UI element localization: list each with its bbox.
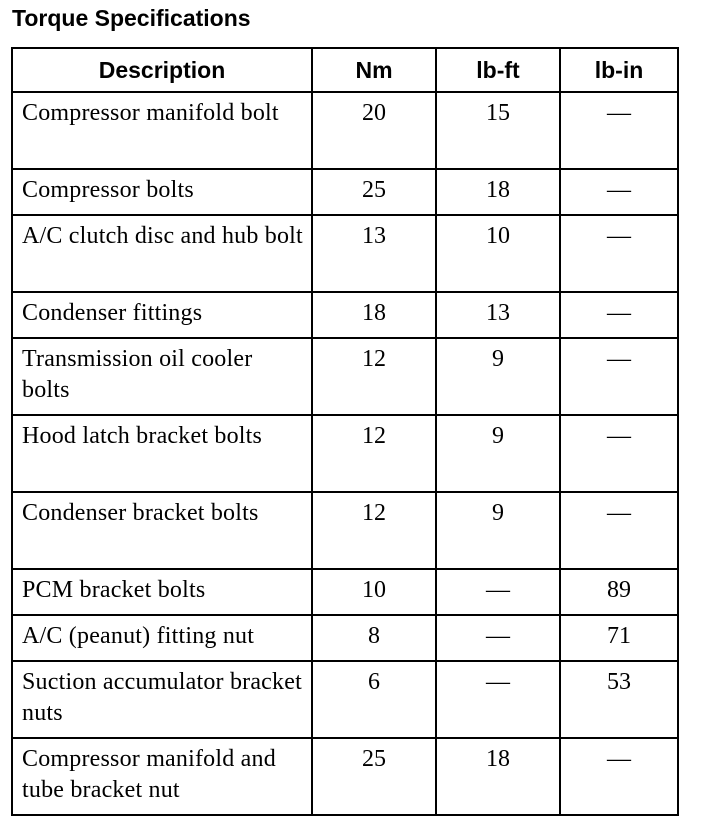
lbin-cell: — xyxy=(560,292,678,338)
table-row xyxy=(12,338,678,415)
nm-cell: 25 xyxy=(312,738,436,815)
lbin-cell: 89 xyxy=(560,569,678,615)
lbft-cell: 9 xyxy=(436,338,560,415)
nm-cell: 12 xyxy=(312,338,436,415)
lbin-cell: — xyxy=(560,215,678,292)
description-cell: Condenser bracket bolts xyxy=(12,492,312,569)
lbft-cell: 18 xyxy=(436,738,560,815)
lbin-cell: — xyxy=(560,169,678,215)
description-cell: Transmission oil cooler bolts xyxy=(12,338,312,415)
lbft-cell: 9 xyxy=(436,415,560,492)
lbin-cell: — xyxy=(560,738,678,815)
table-row xyxy=(12,292,678,338)
lbft-cell: 18 xyxy=(436,169,560,215)
lbin-cell: — xyxy=(560,338,678,415)
lbft-cell: — xyxy=(436,615,560,661)
description-cell: Compressor manifold bolt xyxy=(12,92,312,169)
lbin-cell: 71 xyxy=(560,615,678,661)
description-cell: A/C clutch disc and hub bolt xyxy=(12,215,312,292)
table-row xyxy=(12,661,678,738)
column-header-description: Description xyxy=(12,48,312,92)
column-header-lbft: lb-ft xyxy=(436,48,560,92)
nm-cell: 12 xyxy=(312,415,436,492)
page-title: Torque Specifications xyxy=(12,5,251,31)
lbft-cell: 13 xyxy=(436,292,560,338)
nm-cell: 6 xyxy=(312,661,436,738)
table-row xyxy=(12,615,678,661)
lbft-cell: 9 xyxy=(436,492,560,569)
torque-spec-table xyxy=(11,47,679,816)
description-cell: A/C (peanut) fitting nut xyxy=(12,615,312,661)
table-row xyxy=(12,92,678,169)
nm-cell: 20 xyxy=(312,92,436,169)
column-header-lbin: lb-in xyxy=(560,48,678,92)
nm-cell: 12 xyxy=(312,492,436,569)
description-cell: Condenser fittings xyxy=(12,292,312,338)
column-header-nm: Nm xyxy=(312,48,436,92)
lbft-cell: 10 xyxy=(436,215,560,292)
nm-cell: 25 xyxy=(312,169,436,215)
lbft-cell: 15 xyxy=(436,92,560,169)
description-cell: Compressor manifold and tube bracket nut xyxy=(12,738,312,815)
lbin-cell: — xyxy=(560,92,678,169)
table-row xyxy=(12,215,678,292)
table-row xyxy=(12,415,678,492)
table-row xyxy=(12,492,678,569)
table-row xyxy=(12,169,678,215)
description-cell: Hood latch bracket bolts xyxy=(12,415,312,492)
lbft-cell: — xyxy=(436,661,560,738)
nm-cell: 13 xyxy=(312,215,436,292)
lbin-cell: — xyxy=(560,492,678,569)
lbft-cell: — xyxy=(436,569,560,615)
nm-cell: 18 xyxy=(312,292,436,338)
nm-cell: 10 xyxy=(312,569,436,615)
description-cell: PCM bracket bolts xyxy=(12,569,312,615)
description-cell: Suction accumulator bracket nuts xyxy=(12,661,312,738)
lbin-cell: 53 xyxy=(560,661,678,738)
lbin-cell: — xyxy=(560,415,678,492)
table-header-row xyxy=(12,48,678,92)
table-row xyxy=(12,738,678,815)
table-row xyxy=(12,569,678,615)
description-cell: Compressor bolts xyxy=(12,169,312,215)
nm-cell: 8 xyxy=(312,615,436,661)
